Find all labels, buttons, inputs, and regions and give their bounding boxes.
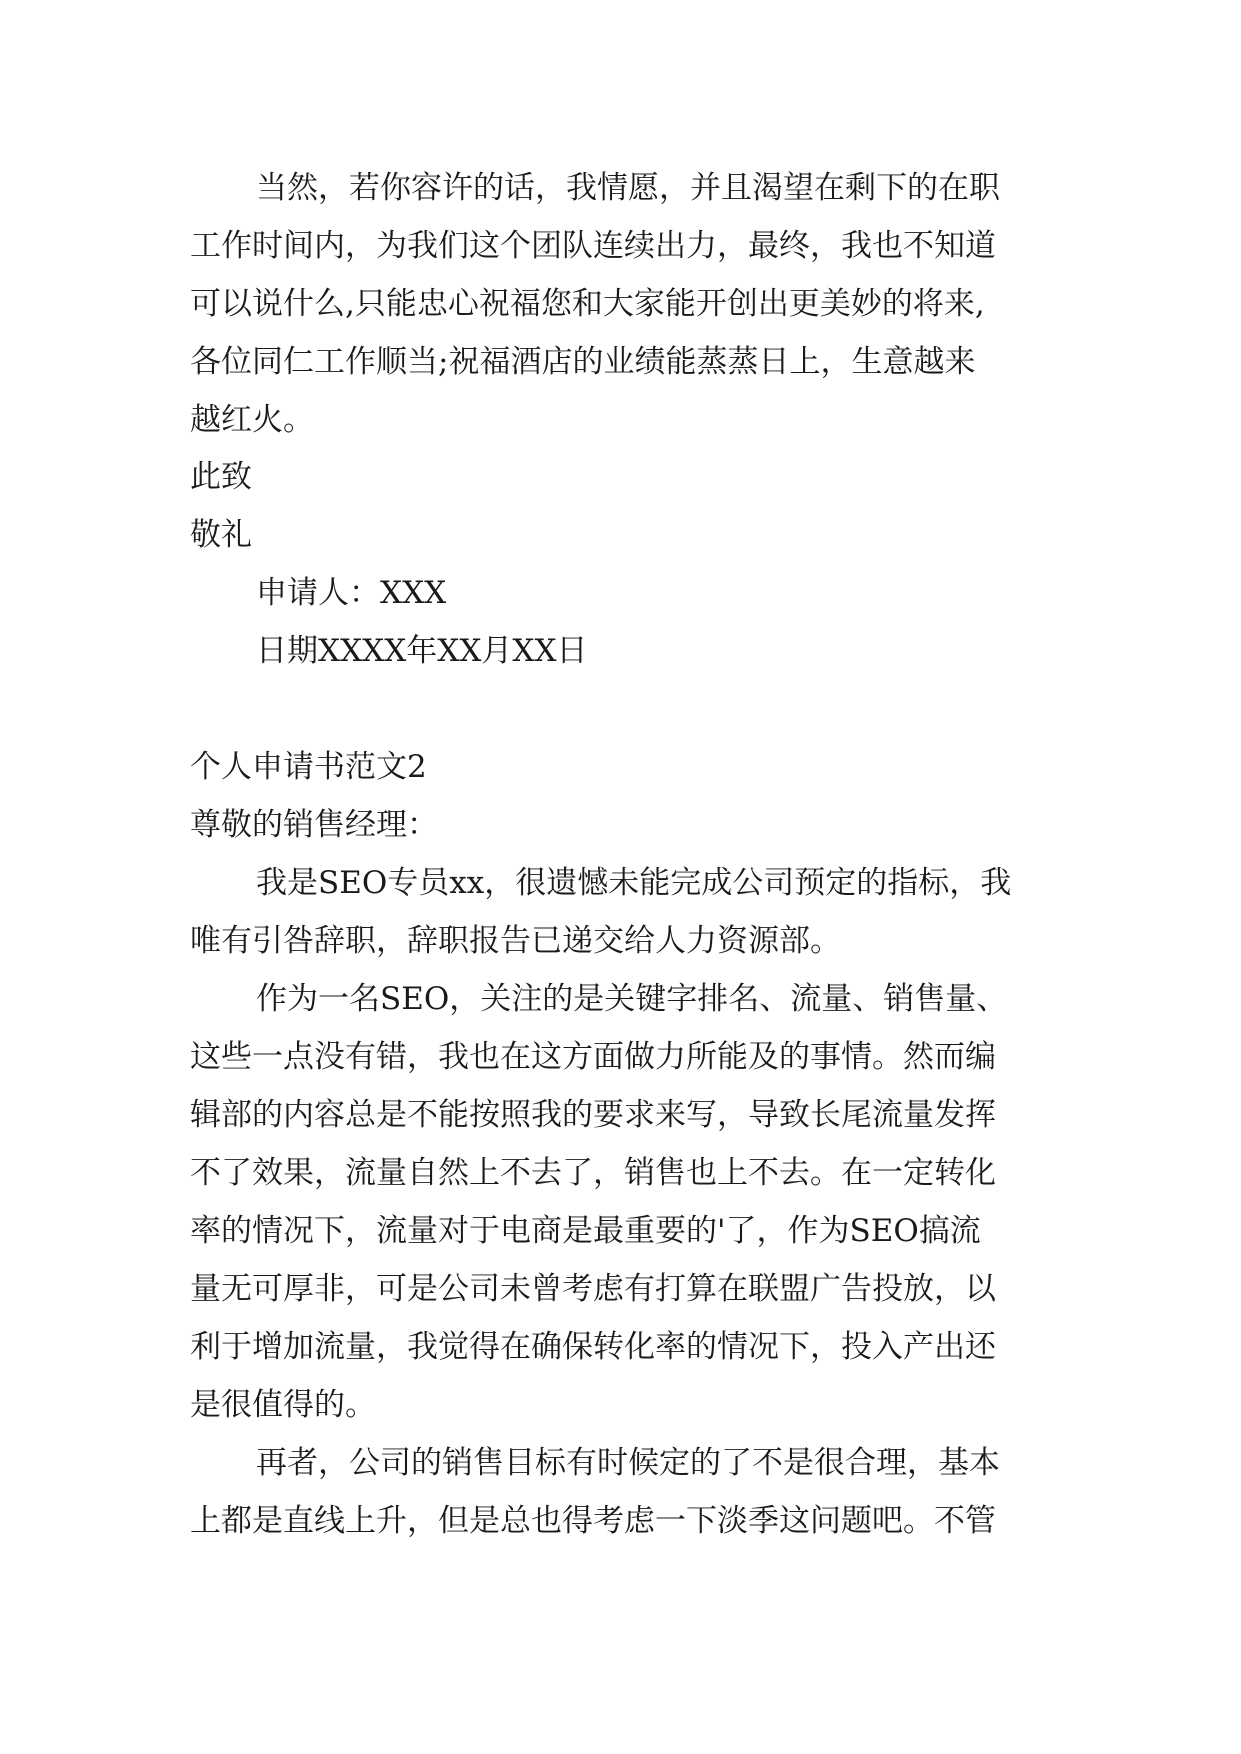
para3-line-3: 辑部的内容总是不能按照我的要求来写，导致长尾流量发挥 (190, 1097, 996, 1133)
para1-line-5: 越红火。 (190, 402, 314, 438)
para3-line-8: 是很值得的。 (190, 1387, 376, 1423)
para3-line-2: 这些一点没有错，我也在这方面做力所能及的事情。然而编 (190, 1039, 996, 1075)
applicant-line: 申请人：XXX (256, 575, 447, 611)
para1-line-2: 工作时间内，为我们这个团队连续出力，最终，我也不知道 (190, 228, 996, 264)
para1-line-3: 可以说什么,只能忠心祝福您和大家能开创出更美妙的将来, (190, 286, 985, 322)
para3-line-7: 利于增加流量，我觉得在确保转化率的情况下，投入产出还 (190, 1329, 996, 1365)
salutation: 尊敬的销售经理： (190, 807, 438, 843)
closing-line-2: 敬礼 (190, 517, 252, 553)
para1-line-4: 各位同仁工作顺当;祝福酒店的业绩能蒸蒸日上，生意越来 (190, 344, 976, 380)
para1-line-1: 当然，若你容许的话，我情愿，并且渴望在剩下的在职 (256, 170, 1000, 206)
para3-line-4: 不了效果，流量自然上不去了，销售也上不去。在一定转化 (190, 1155, 996, 1191)
para2-line-1: 我是SEO专员xx，很遗憾未能完成公司预定的指标，我 (256, 865, 1012, 901)
section-title: 个人申请书范文2 (190, 749, 427, 785)
para4-line-1: 再者，公司的销售目标有时候定的了不是很合理，基本 (256, 1445, 1000, 1481)
para2-line-2: 唯有引咎辞职，辞职报告已递交给人力资源部。 (190, 923, 841, 959)
para4-line-2: 上都是直线上升，但是总也得考虑一下淡季这问题吧。不管 (190, 1503, 996, 1539)
date-line: 日期XXXX年XX月XX日 (256, 633, 588, 669)
closing-line-1: 此致 (190, 459, 252, 495)
para3-line-6: 量无可厚非，可是公司未曾考虑有打算在联盟广告投放，以 (190, 1271, 996, 1307)
para3-line-1: 作为一名SEO，关注的是关键字排名、流量、销售量、 (256, 981, 1008, 1017)
para3-line-5: 率的情况下，流量对于电商是最重要的'了，作为SEO搞流 (190, 1213, 981, 1249)
